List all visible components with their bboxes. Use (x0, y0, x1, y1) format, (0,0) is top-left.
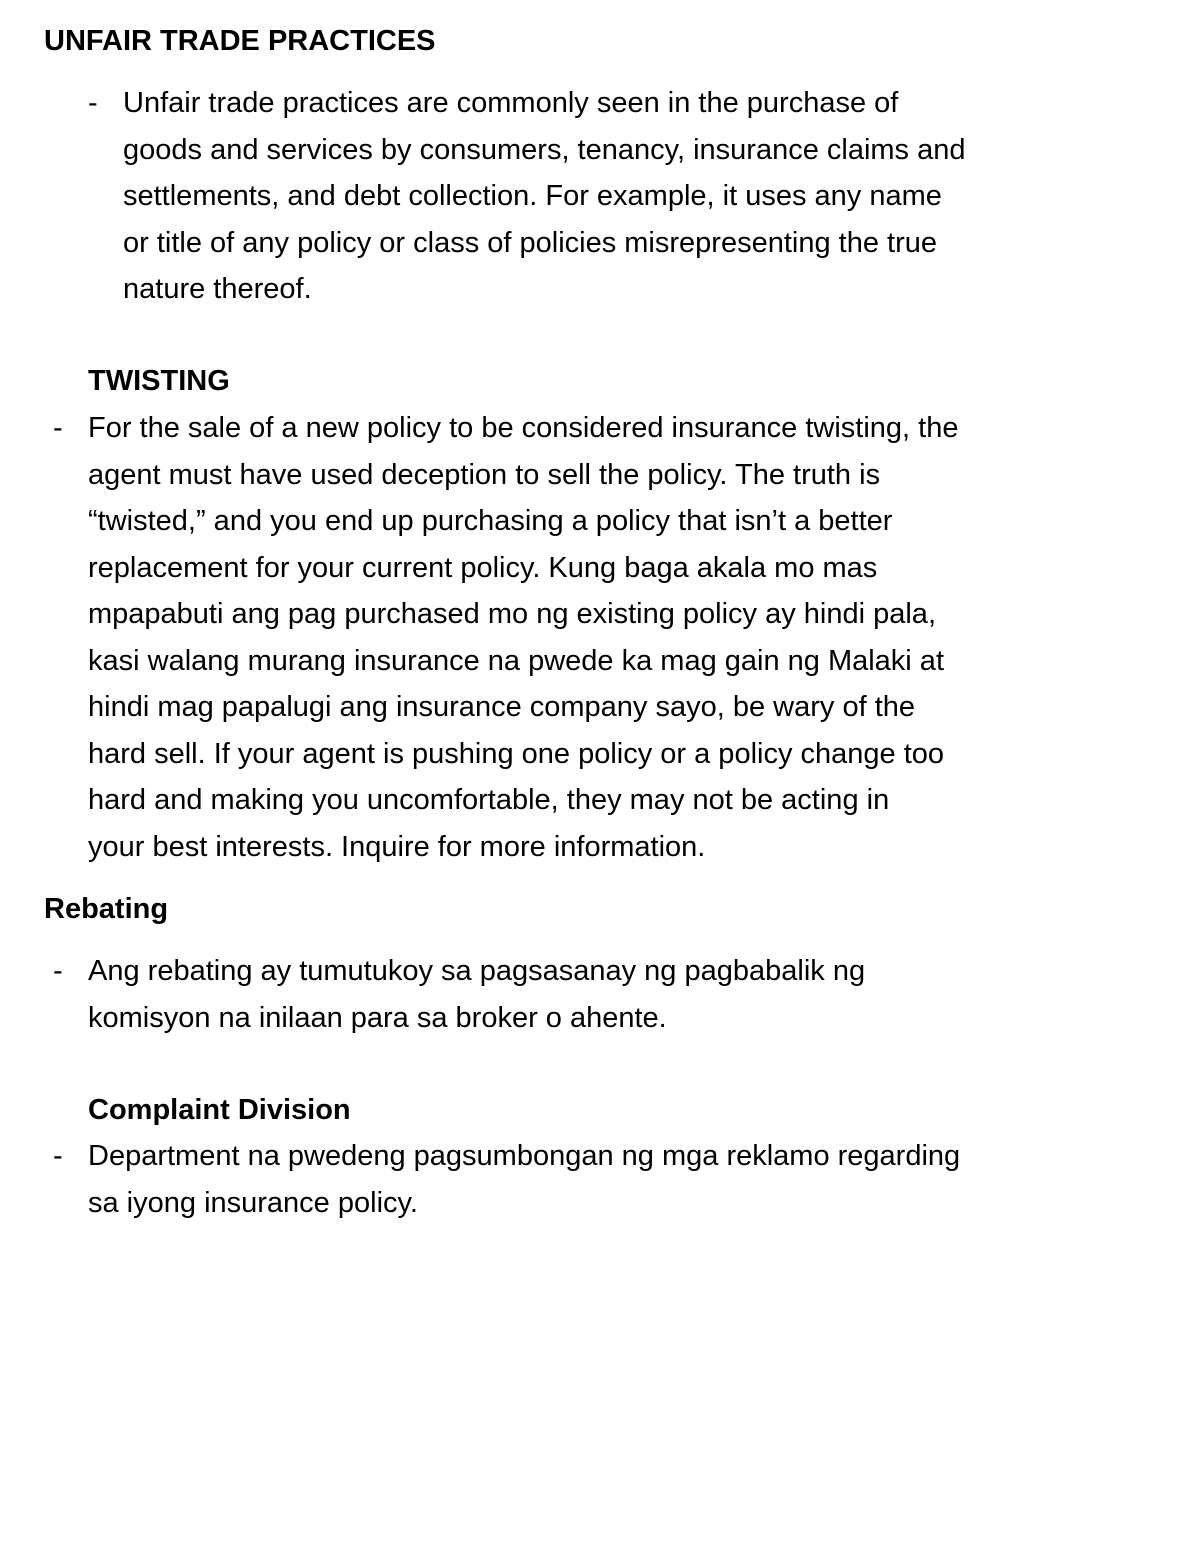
bullet-item-unfair-trade-practices (0, 80, 1200, 320)
bullet-dash: - (53, 412, 63, 444)
section-heading-complaint-division: Complaint Division (88, 1094, 351, 1126)
bullet-text (88, 1133, 960, 1226)
bullet-item-rebating (0, 948, 1200, 1048)
text-line: your best interests. Inquire for more information. (88, 830, 706, 863)
text-line: hard and making you uncomfortable, they may not be acting in (88, 784, 890, 816)
text-line: goods and services by consumers, tenancy, insurance claims and (123, 133, 966, 166)
section-heading-rebating: Rebating (44, 893, 169, 925)
bullet-text (123, 80, 966, 313)
text-line: Ang rebating ay tumutukoy sa pagsasanay ng pagbabalik ng (88, 955, 866, 987)
text-line: replacement for your current policy. Kung baga akala mo mas (88, 551, 878, 584)
bullet-dash: - (88, 87, 98, 119)
text-line: Unfair trade practices are commonly seen in the purchase of (123, 87, 899, 119)
text-line: “twisted,” and you end up purchasing a policy that isn’t a better (88, 505, 893, 537)
text-line: komisyon na inilaan para sa broker o ahente. (88, 1001, 667, 1034)
text-line: Department na pwedeng pagsumbongan ng mga reklamo regarding (88, 1140, 961, 1172)
text-line: hindi mag papalugi ang insurance company sayo, be wary of the (88, 691, 916, 723)
bullet-dash: - (53, 955, 63, 987)
text-line: For the sale of a new policy to be considered insurance twisting, the (88, 412, 959, 444)
text-line: kasi walang murang insurance na pwede ka mag gain ng Malaki at (88, 644, 944, 677)
text-line: mpapabuti ang pag purchased mo ng existing policy ay hindi pala, (88, 598, 936, 630)
text-line: nature thereof. (123, 273, 312, 305)
bullet-item-complaint-division (0, 1133, 1200, 1233)
section-heading-twisting: TWISTING (88, 365, 230, 397)
text-line: or title of any policy or class of policies misrepresenting the true (123, 226, 937, 259)
text-line: agent must have used deception to sell the policy. The truth is (88, 458, 881, 491)
text-line: hard sell. If your agent is pushing one policy or a policy change too (88, 737, 945, 770)
section-heading-unfair-trade-practices: UNFAIR TRADE PRACTICES (44, 25, 436, 57)
bullet-dash: - (53, 1140, 63, 1172)
text-line: sa iyong insurance policy. (88, 1186, 418, 1219)
text-line: settlements, and debt collection. For example, it uses any name (123, 180, 942, 212)
bullet-item-twisting (0, 405, 1200, 875)
bullet-text (88, 948, 865, 1041)
bullet-text (88, 405, 958, 870)
